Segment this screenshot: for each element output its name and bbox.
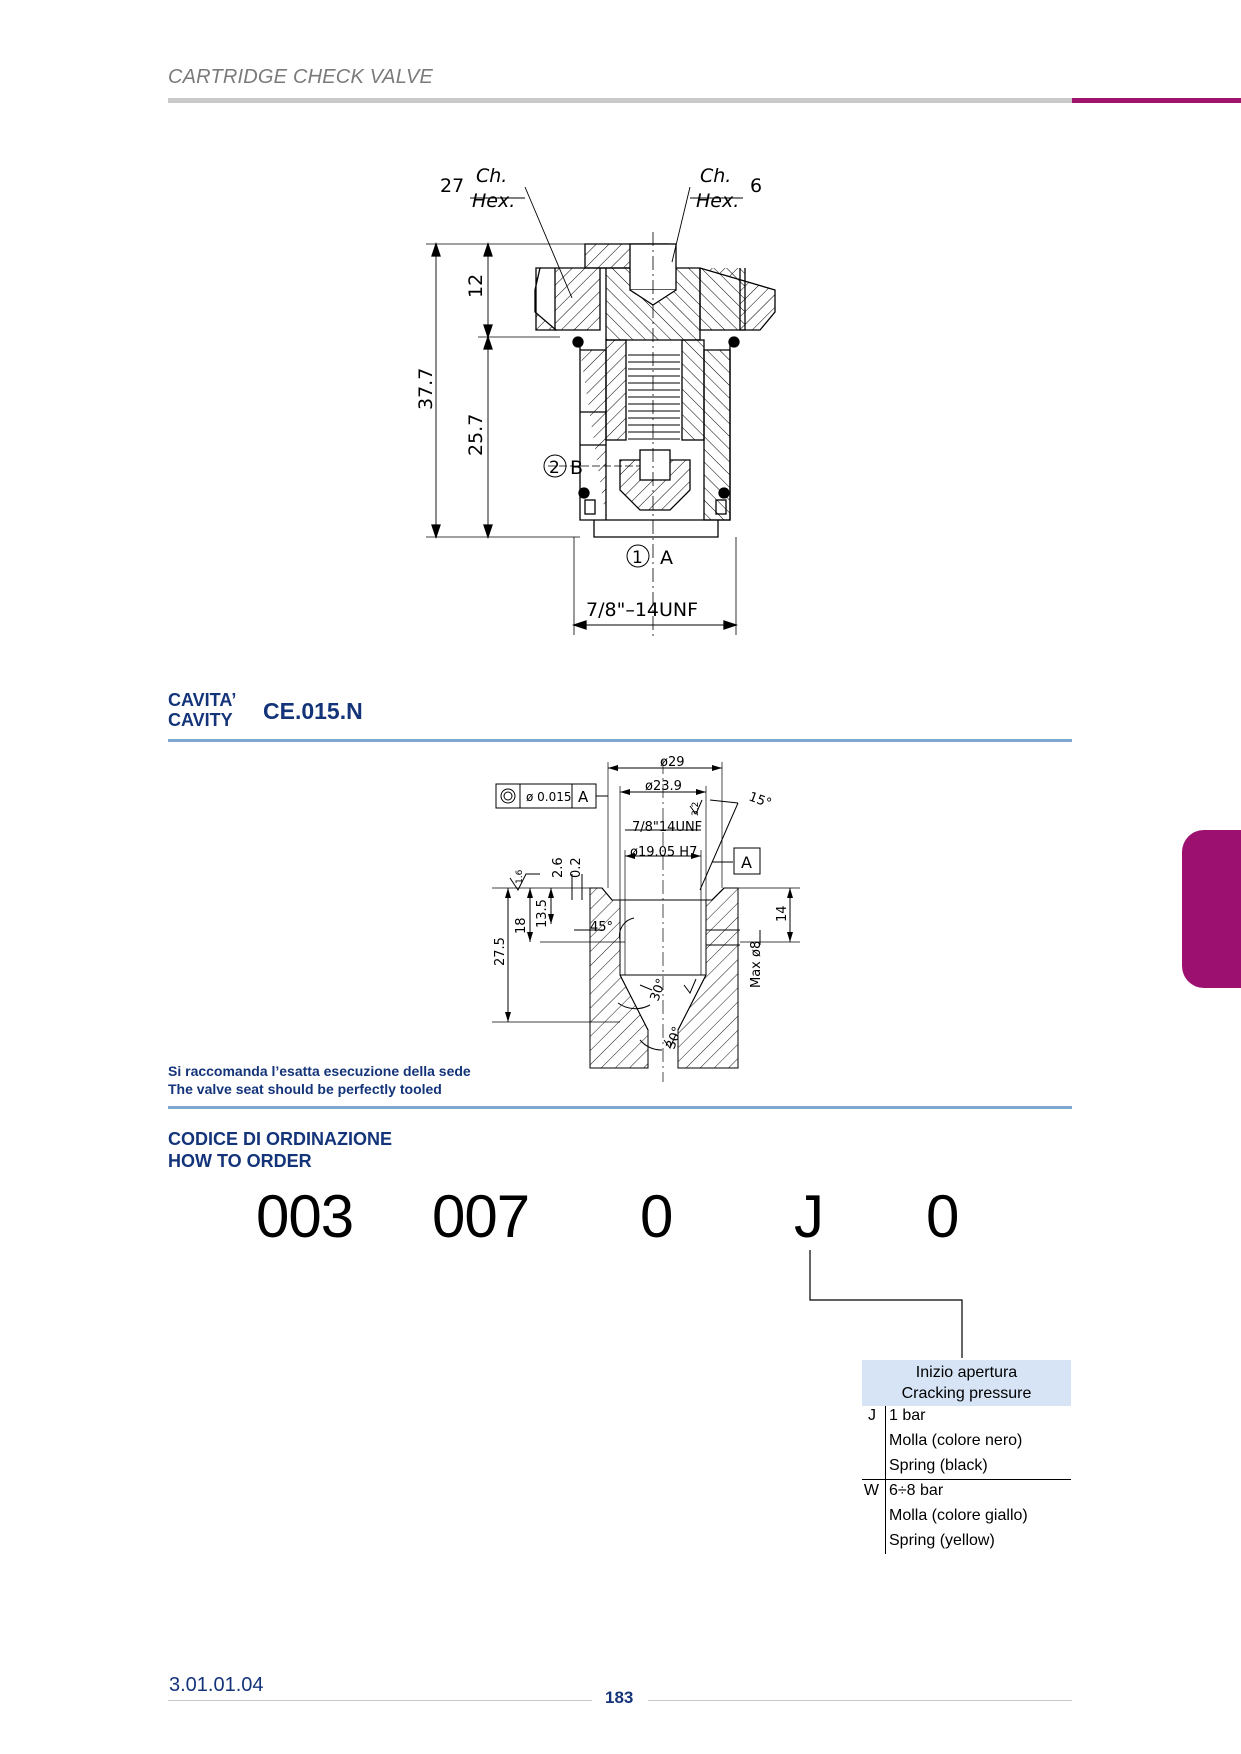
cavity-angle-45: 45° — [590, 920, 614, 935]
dim-total-length: 37.7 — [415, 367, 437, 410]
order-code-4: J — [794, 1183, 823, 1250]
option-j-spring-en: Spring (black) — [889, 1457, 988, 1474]
option-w-pressure: 6÷8 bar — [889, 1482, 944, 1499]
footer-doc-code: 3.01.01.04 — [169, 1674, 264, 1696]
cavity-angle-15: 15° — [746, 789, 774, 812]
cavity-note-en: The valve seat should be perfectly tooled — [168, 1081, 442, 1097]
hex27-number: 27 — [440, 175, 465, 197]
hex6-hex: Hex. — [696, 190, 740, 212]
option-w-spring-en: Spring (yellow) — [889, 1532, 995, 1549]
cavity-roughness-a: 1.6 — [515, 869, 525, 884]
port2-letter: B — [570, 457, 584, 479]
cavity-angle-30b: 30° — [663, 1024, 686, 1052]
order-title-it: CODICE DI ORDINAZIONE — [168, 1129, 393, 1149]
cavity-rule — [168, 739, 1072, 742]
order-connector — [800, 1244, 970, 1362]
option-header-it: Inizio apertura — [915, 1364, 1018, 1381]
cavity-dim-18: 18 — [514, 917, 529, 934]
hex6-number: 6 — [750, 175, 763, 197]
port1-letter: A — [660, 547, 673, 569]
valve-section-drawing — [400, 150, 820, 650]
footer-rule-right — [648, 1700, 1072, 1701]
option-w-spring-it: Molla (colore giallo) — [889, 1507, 1028, 1524]
cavity-thread: 7/8"14UNF — [632, 820, 703, 835]
option-key-j: J — [868, 1407, 876, 1424]
order-code-1: 003 — [256, 1183, 354, 1250]
hex27-ch: Ch. — [476, 165, 508, 187]
cavity-dia-29: ø29 — [660, 755, 685, 770]
page-header-title: CARTRIDGE CHECK VALVE — [168, 66, 434, 88]
dim-top-length: 12 — [465, 273, 487, 298]
header-rule — [168, 98, 1072, 103]
port2-number: 2 — [549, 458, 560, 478]
dim-body-length: 25.7 — [465, 413, 487, 456]
footer-page-number: 183 — [605, 1688, 634, 1707]
cavity-dia-1905: ø19.05 H7 — [630, 845, 698, 860]
port1-number: 1 — [632, 548, 643, 568]
cavity-label-it: CAVITA’ — [168, 690, 237, 710]
order-rule — [168, 1106, 1072, 1109]
hex6-ch: Ch. — [700, 165, 732, 187]
option-key-w: W — [863, 1482, 879, 1499]
option-j-pressure: 1 bar — [889, 1407, 926, 1424]
footer-rule-left — [168, 1700, 592, 1701]
cavity-dim-275: 27.5 — [493, 937, 508, 966]
valve-thread-label: 7/8"–14UNF — [586, 599, 699, 621]
cavity-dim-26: 2.6 — [551, 857, 566, 878]
cavity-dim-14: 14 — [775, 905, 790, 922]
section-side-tab — [1182, 830, 1241, 988]
order-title-en: HOW TO ORDER — [168, 1151, 312, 1171]
cavity-dim-135: 13.5 — [535, 899, 550, 928]
order-code-5: 0 — [926, 1183, 959, 1250]
order-code-2: 007 — [432, 1183, 530, 1250]
cavity-tolerance-value: ø 0.015 — [526, 790, 572, 804]
cavity-dim-02: 0.2 — [569, 857, 584, 878]
cavity-roughness-b: 3.2 — [691, 801, 701, 816]
cavity-label-en: CAVITY — [168, 710, 233, 730]
header-accent-rule — [1072, 98, 1241, 103]
hex27-hex: Hex. — [472, 190, 516, 212]
cavity-angle-30a: 30° — [647, 976, 670, 1004]
option-header-en: Cracking pressure — [901, 1385, 1032, 1402]
cavity-datum-a: A — [741, 853, 752, 872]
cavity-note-it: Si raccomanda l’esatta esecuzione della sede — [168, 1063, 471, 1079]
option-j-spring-it: Molla (colore nero) — [889, 1432, 1023, 1449]
cavity-code: CE.015.N — [263, 698, 363, 724]
cavity-drawing — [480, 748, 810, 1088]
cavity-dia-239: ø23.9 — [645, 779, 682, 794]
option-table-divider — [885, 1406, 886, 1554]
cavity-dim-max8: Max ø8 — [749, 940, 764, 988]
order-code-3: 0 — [640, 1183, 673, 1250]
option-table-header — [862, 1360, 1071, 1406]
cavity-tolerance-datum: A — [578, 788, 589, 806]
